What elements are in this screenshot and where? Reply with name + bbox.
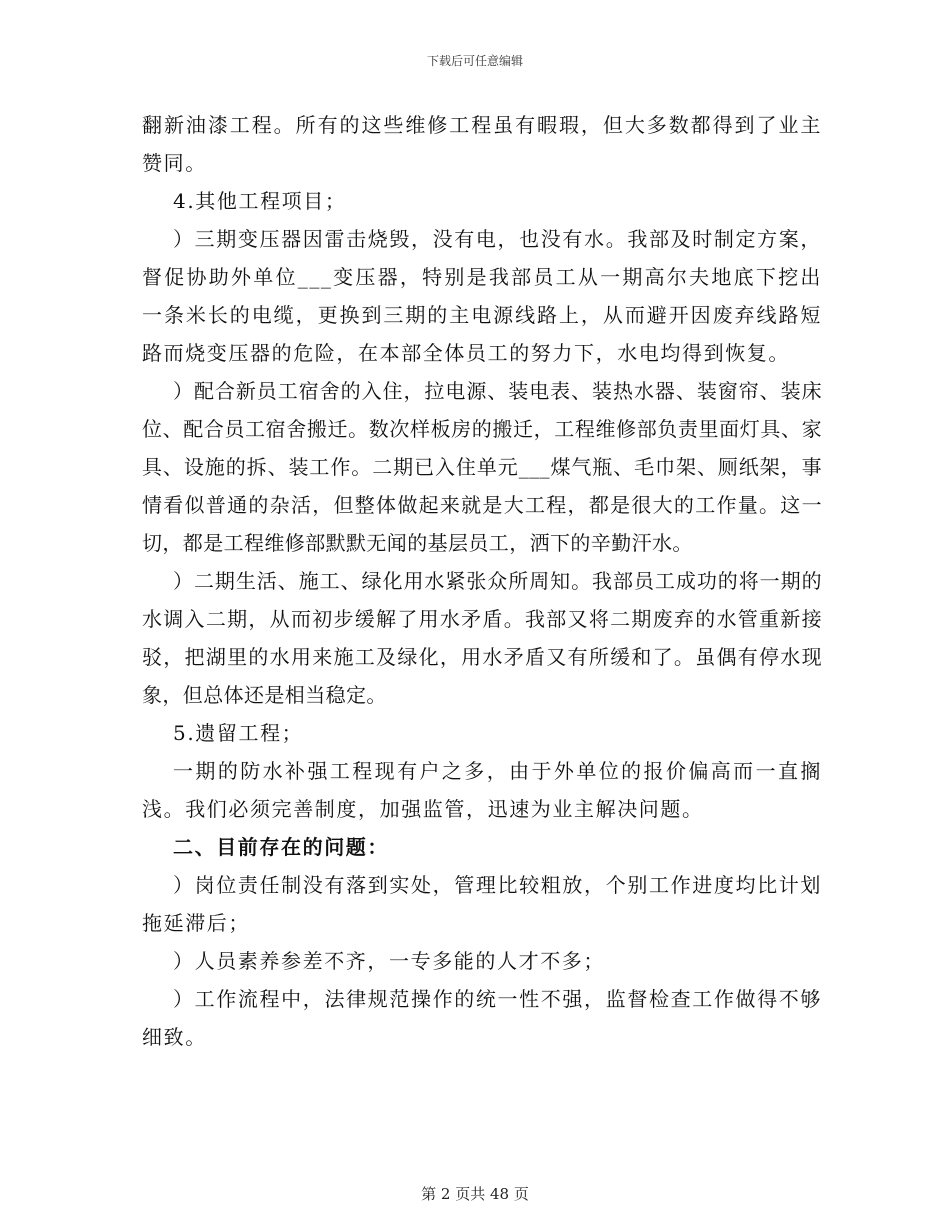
paragraph-transformer: ）三期变压器因雷击烧毁，没有电，也没有水。我部及时制定方案，督促协助外单位___变压器，特别是我部员工从一期高尔夫地底下挖出一条米长的电缆，更换到三期的主电源线路上，从而避开因废弃线路短路而烧变压器的危险，在本部全体员工的努力下，水电均得到恢复。 bbox=[142, 227, 822, 365]
paragraph-problem-responsibility: ）岗位责任制没有落到实处，管理比较粗放，个别工作进度均比计划拖延滞后； bbox=[142, 873, 822, 935]
paragraph-waterproofing: 一期的防水补强工程现有户之多，由于外单位的报价偏高而一直搁浅。我们必须完善制度，加强监管，迅速为业主解决问题。 bbox=[142, 759, 822, 821]
paragraph-legacy-heading: 5.遗留工程； bbox=[173, 721, 304, 745]
paragraph-water-supply: ）二期生活、施工、绿化用水紧张众所周知。我部员工成功的将一期的水调入二期，从而初步缓解了用水矛盾。我部又将二期废弃的水管重新接驳，把湖里的水用来施工及绿化，用水矛盾又有所缓和了。虽偶有停水现象，但总体还是相当稳定。 bbox=[142, 569, 822, 707]
page-header: 下载后可任意编辑 bbox=[426, 54, 523, 68]
paragraph-other-projects-heading: 4.其他工程项目； bbox=[173, 189, 347, 213]
paragraph-problem-process: ）工作流程中，法律规范操作的统一性不强，监督检查工作做得不够细致。 bbox=[142, 987, 822, 1049]
paragraph-dormitory: ）配合新员工宿舍的入住，拉电源、装电表、装热水器、装窗帘、装床位、配合员工宿舍搬迁。数次样板房的搬迁，工程维修部负责里面灯具、家具、设施的拆、装工作。二期已入住单元___煤气瓶、毛巾架、厕纸架，事情看似普通的杂活，但整体做起来就是大工程，都是很大的工作量。这一切，都是工程维修部默默无闻的基层员工，洒下的辛勤汗水。 bbox=[142, 379, 822, 555]
page-footer: 第 2 页共 48 页 bbox=[421, 1185, 529, 1203]
paragraph-repair-summary: 翻新油漆工程。所有的这些维修工程虽有暇瑕，但大多数都得到了业主赞同。 bbox=[142, 113, 822, 175]
paragraph-problem-staff: ）人员素养参差不齐，一专多能的人才不多； bbox=[173, 949, 605, 973]
section-heading-problems: 二、目前存在的问题： bbox=[173, 835, 389, 859]
document-body bbox=[142, 106, 822, 1056]
